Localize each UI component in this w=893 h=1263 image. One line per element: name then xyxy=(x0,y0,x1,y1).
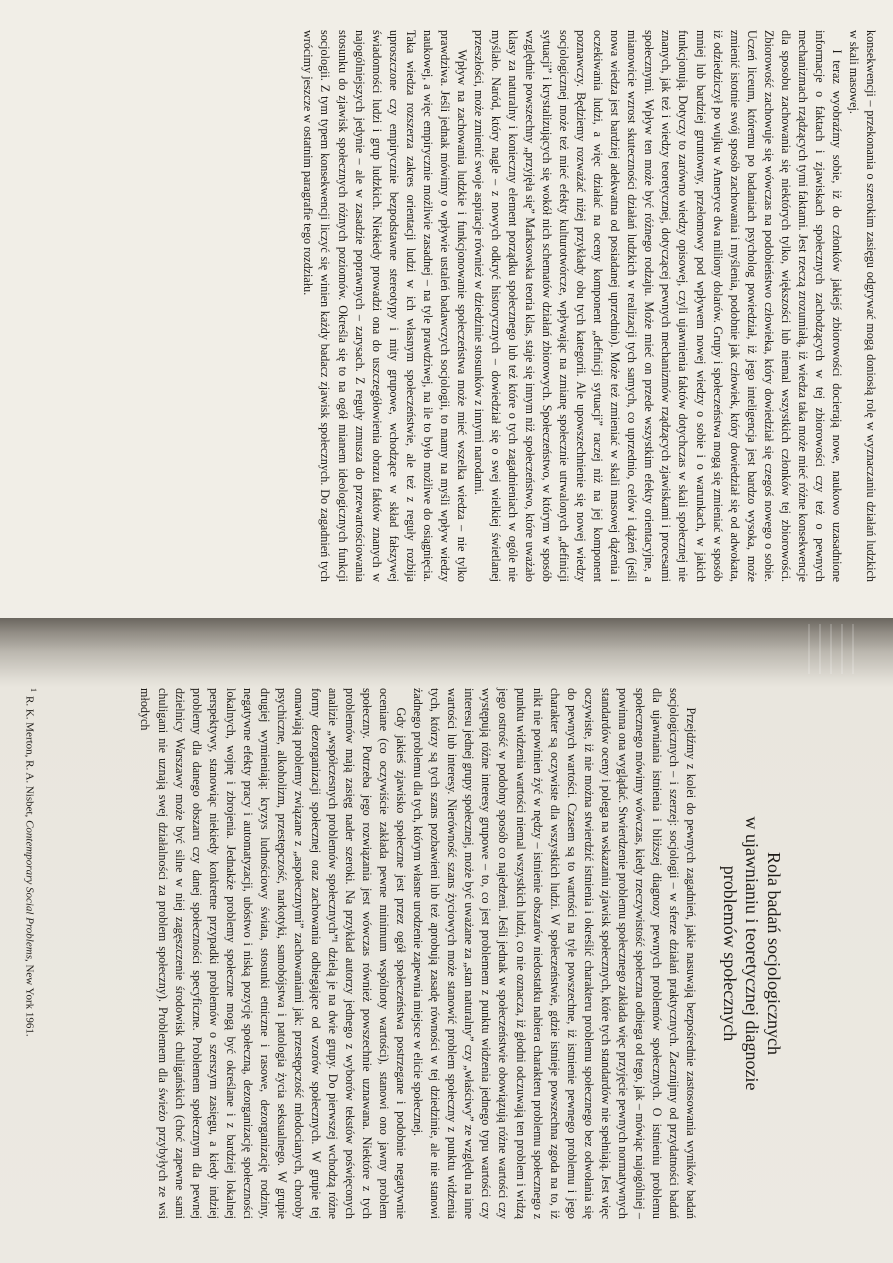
left-paragraph-3: Wpływ na zachowania ludzkie i funkcjonowanie społeczeństwa może mieć wszelka wiedza – nie tylko prawdziwa. Jeśli jednak mówimy o wpływie ustaleń badawczych socjologii, to mamy na myśli wpływ wiedzy naukowej, a więc empirycznie możliwie zasadnej – na tyle prawdziwej, na ile to było możliwe do osiągnięcia. Taka wiedza rozszerza zakres orientacji ludzi w ich własnym społeczeństwie, ale też z reguły rozbija uproszczone czy empirycznie bezpodstawne stereotypy i mity grupowe, wchodzące w skład fałszywej świadomości ludzi i grup ludzkich. Niekiedy prowadzi ona do uszczegółowienia obrazu faktów znanych w najogólniejszych jedynie – ale w zasadzie poprawnych – zarysach. Z reguły zmusza do przewartościowania stosunku do zjawisk społecznych różnych poziomów. Określa się to na ogół mianem ideologicznych funkcji socjologii. Z tym typem konsekwencji liczyć się winien każdy badacz zjawisk społecznych. Do zagadnień tych wrócimy jeszcze w ostatnim paragrafie tego rozdziału. xyxy=(301,30,469,582)
bleed-through-marks xyxy=(799,624,863,674)
gutter-shadow xyxy=(0,618,893,688)
heading-line-2: w ujawnianiu i teoretycznej diagnozie xyxy=(742,816,762,1091)
footnote-mark: 1 xyxy=(28,688,38,692)
footnote-place: New York 1961. xyxy=(23,964,35,1037)
left-paragraph-1: konsekwencji – przekonania o szerokim zasięgu odgrywać mogą doniosłą rolę w wyznaczaniu działań ludzkich w skali masowej. xyxy=(846,30,878,582)
right-paragraph-2: Gdy jakieś zjawisko społeczne jest przez ogół społeczeństwa postrzegane i podobnie negatywnie oceniane (co oczywiście zakłada pewne minimum wspólnoty wartości), stanowi ono jawny problem społeczny. Potrzeba jego rozwiązania jest wówczas również powszechnie uznawana. Niektóre z tych problemów mają zasięg nader szeroki. Na przykład autorzy jednego z wyborów tekstów poświęconych analizie „współczesnych problemów społecznych”¹ dzielą je na dwie grupy. Do pierwszej wchodzą różne formy dezorganizacji społecznej oraz zachowania odbiegające od wzorów społecznych. W grupie tej omawiają problemy związane z „aspołecznymi” zachowaniami jak: przestępczość młodocianych, choroby psychiczne, alkoholizm, przestępczość, narkotyki, samobójstwa i patologia życia seksualnego. W grupie drugiej wymieniają: kryzys ludnościowy świata, stosunki etniczne i rasowe, dezorganizację rodziny, negatywne efekty pracy i automatyzacji, ubóstwo i niską pozycję społeczną, dezorganizację społeczności lokalnych, wojnę i zbrojenia. Jednakże problemy społeczne mogą być określane i z bardziej lokalnej perspektywy, stanowiąc niekiedy konkretne przypadki problemów o szerszym zasięgu, a kiedy indziej problemy dla danego obszaru czy danej społeczności specyficzne. Problemem społecznym dla pewnej dzielnicy Warszawy może być silne w niej zagęszczenie środowisk chuligańskich (choć zapewne sami chuligani nie uznają swej działalności za problem społeczny). Problemem dla świeżo przybyłych ze wsi młodych xyxy=(138,688,409,1219)
heading-line-3: problemów społecznych xyxy=(720,865,740,1042)
left-paragraph-2: I teraz wyobraźmy sobie, iż do członków jakiejś zbiorowości docierają nowe, naukowo uzasadnione informacje o faktach i zjawiskach społecznych zachodzących w tej zbiorowości czy też o pewnych mechanizmach rządzących tymi faktami. Jest rzeczą zrozumiałą, iż wiedza taka może mieć różne konsekwencje dla sposobu zachowania się niektórych tylko, większości lub niemal wszystkich członków tej zbiorowości. Zbiorowość zachowuje się wówczas na podobieństwo człowieka, który dowiedział się czegoś nowego o sobie. Uczeń liceum, któremu po badaniach psycholog powiedział, iż jego inteligencja jest bardzo wysoka, może zmienić istotnie swój sposób zachowania i myślenia, podobnie jak człowiek, który dowiedział się od adwokata, iż odziedziczył po wujku w Ameryce dwa miliony dolarów. Grupy i społeczeństwa mogą się zmieniać w sposób mniej lub bardziej gruntowny, przełomowy pod wpływem nowej wiedzy o sobie i o warunkach, w jakich funkcjonują. Dotyczy to zarówno wiedzy opisowej, czyli ujawnienia faktów dotychczas w skali społecznej nie znanych, jak też i wiedzy teoretycznej, dotyczącej pewnych mechanizmów rządzących zjawiskami i procesami społecznymi. Wpływ ten może być różnego rodzaju. Może mieć on przede wszystkim efekty orientacyjne, a mianowicie wzrost skuteczności działań ludzkich w realizacji tych samych, co uprzednio, celów i dążeń (jeśli nowa wiedza jest bardziej adekwatna od posiadanej uprzednio). Może też zmieniać w skali masowej dążenia i oczekiwania ludzi, a więc działać na oceny komponent „definicji sytuacji” raczej niż na jej komponent poznawczy. Będziemy rozważać niżej przykłady obu tych kategorii. Ale upowszechnienie się nowej wiedzy socjologicznej może też mieć efekty kulturotwórcze, wpływając na zmianę społecznie utrwalonych „definicji sytuacji” i krystalizujących się wokół nich schematów działań zbiorowych. Społeczeństwo, w którym w sposób względnie powszechny „przyjęła się” Marksowska teoria klas, staje się innym niż społeczeństwo, które uważało klasy za naturalny i konieczny element porządku społecznego lub też które o tych zagadnieniach w ogóle nie myślało. Naród, który nagle – z nowych odkryć historycznych – dowiedział się o swej wielkiej świetlanej przeszłości, może zmienić swoje aspiracje również w dziedzinie stosunków z innymi narodami. xyxy=(471,30,844,582)
left-page xyxy=(0,0,893,618)
heading-line-1: Rola badań socjologicznych xyxy=(764,852,784,1055)
right-paragraph-1: Przejdźmy z kolei do pewnych zagadnień, jakie nasuwają bezpośrednie zastosowania wyników badań socjologicznych – i szerzej: socjologii – w sferze działań praktycznych. Zacznijmy od przydatności badań dla ujawniania istnienia i bliższej diagnozy pewnych problemów społecznych. O istnieniu problemu społecznego mówimy wówczas, kiedy rzeczywistość społeczna odbiega od tego, jak – mówiąc najogólniej – powinna ona wyglądać. Stwierdzenie problemu społecznego zakłada więc przyjęcie pewnych normatywnych standardów oceny i polega na wskazaniu zjawisk społecznych, które tych standardów nie spełniają. Jest więc oczywiste, iż nie można stwierdzić istnienia i określić charakteru problemu społecznego bez odwołania się do pewnych wartości. Czasem są to wartości na tyle powszechne, iż istnienie pewnego problemu i jego charakter są oczywiste dla wszystkich ludzi. W społeczeństwie, gdzie istnieje powszechna zgoda na to, iż nikt nie powinien żyć w nędzy – istnienie obszarów niedostatku nabiera charakteru problemu społecznego z punktu widzenia wartości niemal wszystkich ludzi, co nie oznacza, iż głodni odczuwają ten problem i widzą jego ostrość w podobny sposób co najedzeni. Jeśli jednak w społeczeństwie obowiązują różne wartości czy występują różne interesy grupowe – to, co jest problemem z punktu widzenia jednego typu wartości czy interesu jednej grupy społecznej, może być uważane za „stan naturalny” czy „właściwy” ze względu na inne wartości lub interesy. Nierówność szans życiowych może stanowić problem społeczny z punktu widzenia tych, którzy są tych szans pozbawieni lub też aprobują zasadę równości w tej dziedzinie, ale nie stanowi żadnego problemu dla tych, którym własne urodzenie zapewnia miejsce w elicie społecznej. xyxy=(411,688,698,1219)
footnote xyxy=(22,688,40,1219)
section-heading xyxy=(719,688,785,1219)
footnote-authors: R. K. Merton, R. A. Nisbet, xyxy=(23,696,35,818)
footnote-title: Contemporary Social Problems, xyxy=(23,820,35,962)
right-page xyxy=(0,618,893,1263)
